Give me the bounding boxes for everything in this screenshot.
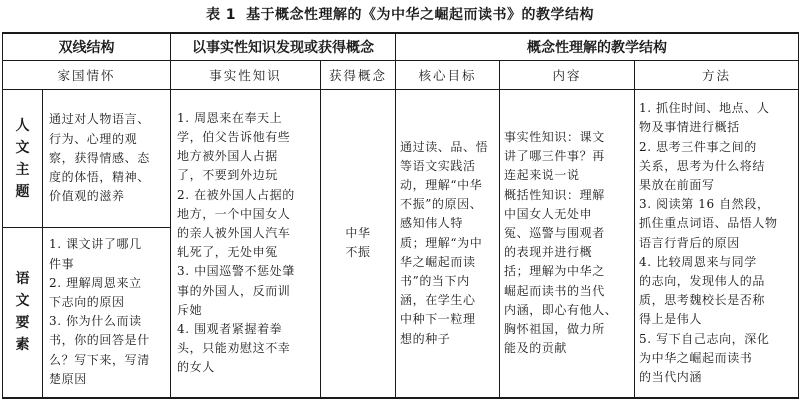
table-number: 表 1 [205, 7, 237, 23]
teaching-structure-table [2, 32, 799, 399]
cell-factual-knowledge: 1. 周恩来在奉天上 学，伯父告诉他有些 地方被外国人占据 了，不要到外边玩 2. 在被外国人占据的 地方，一个中国女人 的亲人被外国人汽车 轧死了，无处申冤 3. 中国巡警不惩处肇 事的外国人，反而训 斥她 4. 围观者紧握着拳 头，只能劝慰这不幸 的女人 [171, 90, 321, 398]
header-dual-line-structure: 双线结构 [3, 33, 171, 61]
subheader-method: 方法 [635, 61, 799, 90]
subheader-core-goal: 核心目标 [396, 61, 500, 90]
subheader-content: 内容 [500, 61, 635, 90]
subheader-facts: 事实性知识 [171, 61, 321, 90]
header-teaching-structure: 概念性理解的教学结构 [396, 33, 799, 61]
header-row-columns [3, 61, 799, 90]
table-caption [0, 4, 800, 24]
cell-humanistic-text: 通过对人物语言、 行为、心理的观 察，获得情感、态 度的体悟，精神、 价值观的滋养 [43, 90, 171, 228]
header-fact-to-concept: 以事实性知识发现或获得概念 [171, 33, 396, 61]
cell-method: 1. 抓住时间、地点、人 物及事情进行概括 2. 思考三件事之间的 关系，思考为什么将结 果放在前面写 3. 阅读第 16 自然段， 抓住重点词语、品悟人物 语言行背后的原因 4. 比较周恩来与同学 的志向，发现伟人的品 质，思考魏校长是否称 得上是伟人 5. 写下自己志向，深化 为中华之崛起而读书 的当代内涵 [635, 90, 799, 398]
row-label-humanistic-theme: 人 文 主 题 [3, 90, 43, 228]
cell-content: 事实性知识：课文 讲了哪三件事？再 连起来说一说 概括性知识：理解 中国女人无处申 冤、巡警与围观者 的表现并进行概 括；理解为中华之 崛起而读书的当代 内涵，即心有他人、 胸怀祖国，做力所 能及的贡献 [500, 90, 635, 398]
row-label-language-elements: 语 文 要 素 [3, 228, 43, 398]
table-row-humanistic [3, 90, 799, 228]
subheader-concept: 获得概念 [321, 61, 396, 90]
cell-acquired-concept: 中华 不振 [321, 90, 396, 398]
cell-core-goal: 通过读、品、悟 等语文实践活 动，理解“中华 不振”的原因、 感知伟人特 质；理解“为中 华之崛起而读 书”的当下内 涵，在学生心 中种下一粒理 想的种子 [396, 90, 500, 398]
cell-language-questions: 1. 课文讲了哪几 件事 2. 理解周恩来立 下志向的原因 3. 你为什么而读 书，你的回答是什 么？写下来，写清 楚原因 [43, 228, 171, 398]
header-row-groups [3, 33, 799, 61]
subheader-patriotism: 家国情怀 [3, 61, 171, 90]
table-title: 基于概念性理解的《为中华之崛起而读书》的教学结构 [246, 7, 595, 23]
